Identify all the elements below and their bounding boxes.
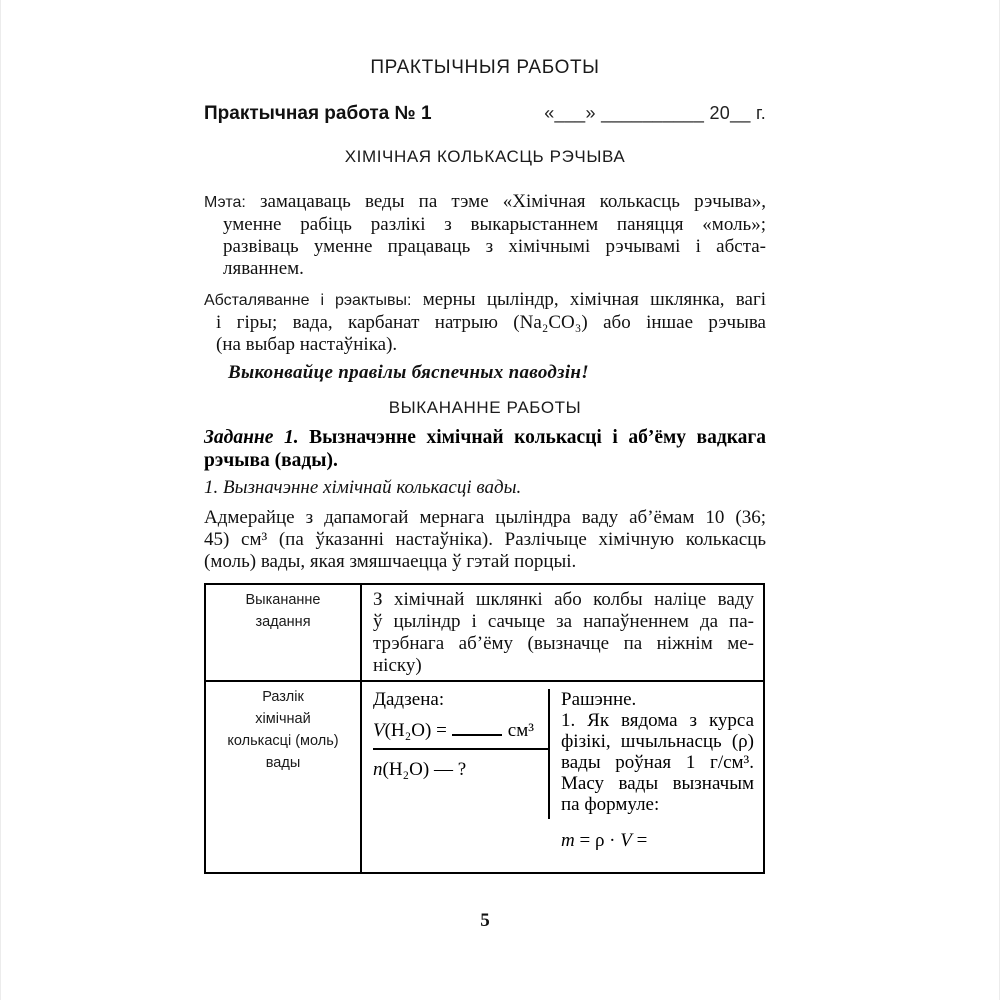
goal-first-line xyxy=(204,191,766,214)
text-line: (на выбар настаўніка). xyxy=(216,334,398,355)
text-line: па формуле: xyxy=(561,794,660,815)
task1-title: Вызначэнне хімічнай колькасці і аб’ёму вадкага xyxy=(298,427,767,448)
text-line: ніску) xyxy=(373,655,422,676)
amount-formula-text: (H₂O) — ? xyxy=(382,759,467,780)
table-row1-content-cell xyxy=(362,585,763,682)
solution-title: Рашэнне. xyxy=(561,689,637,710)
given-solution-divider-line xyxy=(548,689,550,819)
volume-fill-in-blank xyxy=(452,734,502,736)
table-row2-header-cell xyxy=(206,682,362,872)
text-line: Масу вады вызначым xyxy=(561,773,754,794)
text-line: ў цыліндр і сачыце за напаўненнем да па- xyxy=(373,611,754,632)
date-fill-in-blank: «___» __________ 20__ г. xyxy=(544,103,766,123)
text-line: колькасці (моль) xyxy=(227,733,339,749)
page-header-title: ПРАКТЫЧНЫЯ РАБОТЫ xyxy=(370,57,600,78)
text-line: задання xyxy=(255,614,311,630)
volume-variable: V xyxy=(373,720,385,741)
goal-label: Мэта: xyxy=(204,194,246,211)
amount-variable: n xyxy=(373,759,383,780)
text-line: хімічнай xyxy=(255,711,311,727)
text-line: уменне рабіць разлікі з выкарыстаннем паняцця «моль»; xyxy=(223,214,766,235)
given-column xyxy=(362,682,548,872)
text-line: і гіры; вада, карбанат натрыю (Na₂CO₃) або іншае рэчыва xyxy=(216,312,766,333)
text-line: фізікі, шчыльнасць (ρ) xyxy=(561,731,754,752)
equipment-paragraph xyxy=(204,289,766,356)
text-line: 45) см³ (па ўказанні настаўніка). Разлічыце хімічную колькасць xyxy=(204,529,766,550)
subtask-heading: 1. Вызначэнне хімічнай колькасці вады. xyxy=(204,477,522,498)
text-line: трэбнага аб’ёму (вызначце па ніжнім ме- xyxy=(373,633,754,654)
equipment-first-line xyxy=(204,289,766,312)
volume-unit: см³ xyxy=(507,720,534,741)
mass-variable: m xyxy=(561,830,575,851)
equipment-text: мерны цыліндр, хімічная шклянка, вагі xyxy=(422,289,767,310)
text-line: З хімічнай шклянкі або колбы наліце ваду xyxy=(373,589,754,610)
mass-formula xyxy=(561,830,754,851)
amount-formula xyxy=(373,759,548,781)
text-line: (моль) вады, якая змяшчаецца ў гэтай порцыі. xyxy=(204,551,577,572)
mass-formula-text: = ρ · xyxy=(574,830,621,851)
table-row1-header-cell xyxy=(206,585,362,682)
safety-note: Выконвайце правілы бяспечных паводзін! xyxy=(228,362,589,383)
text-line: вады xyxy=(265,755,301,771)
execution-title: ВЫКАНАННЕ РАБОТЫ xyxy=(388,398,582,417)
goal-paragraph xyxy=(204,191,766,280)
instruction-paragraph xyxy=(204,507,766,573)
volume-formula-text: (H₂O) = xyxy=(384,720,447,741)
text-line: Разлік xyxy=(262,689,304,705)
work-title-row xyxy=(204,103,766,125)
task1-label: Заданне 1. xyxy=(204,427,299,448)
table-row2-content-cell xyxy=(362,682,763,872)
equipment-label: Абсталяванне і рэактывы: xyxy=(204,292,412,309)
task1-line1 xyxy=(204,427,766,450)
text-line: Выкананне xyxy=(245,592,321,608)
text-line: Адмерайце з дапамогай мернага цыліндра ваду аб’ёмам 10 (36; xyxy=(204,507,766,528)
given-find-divider-line xyxy=(373,748,548,750)
solution-column xyxy=(548,682,763,872)
text-line: вады роўная 1 г/см³. xyxy=(561,752,754,773)
solution-text xyxy=(561,710,754,815)
volume-variable-2: V xyxy=(620,830,632,851)
section-title: ХІМІЧНАЯ КОЛЬКАСЦЬ РЭЧЫВА xyxy=(344,147,626,166)
text-line: ляваннем. xyxy=(223,258,304,279)
page-number: 5 xyxy=(480,910,490,931)
task1-line2: рэчыва (вады). xyxy=(204,449,338,471)
mass-formula-equals: = xyxy=(631,830,648,851)
goal-continuation xyxy=(204,214,766,280)
equipment-continuation xyxy=(204,312,766,356)
volume-formula xyxy=(373,720,548,742)
text-line: 1. Як вядома з курса xyxy=(561,710,754,731)
goal-text: замацаваць веды па тэме «Хімічная колькасць рэчыва», xyxy=(259,191,766,212)
work-title: Практычная работа № 1 xyxy=(204,103,432,124)
text-line: развіваць уменне працаваць з хімічнымі рэчывамі і абста- xyxy=(223,236,766,257)
work-table xyxy=(204,583,765,874)
task1-heading xyxy=(204,427,766,472)
given-title: Дадзена: xyxy=(373,689,445,710)
